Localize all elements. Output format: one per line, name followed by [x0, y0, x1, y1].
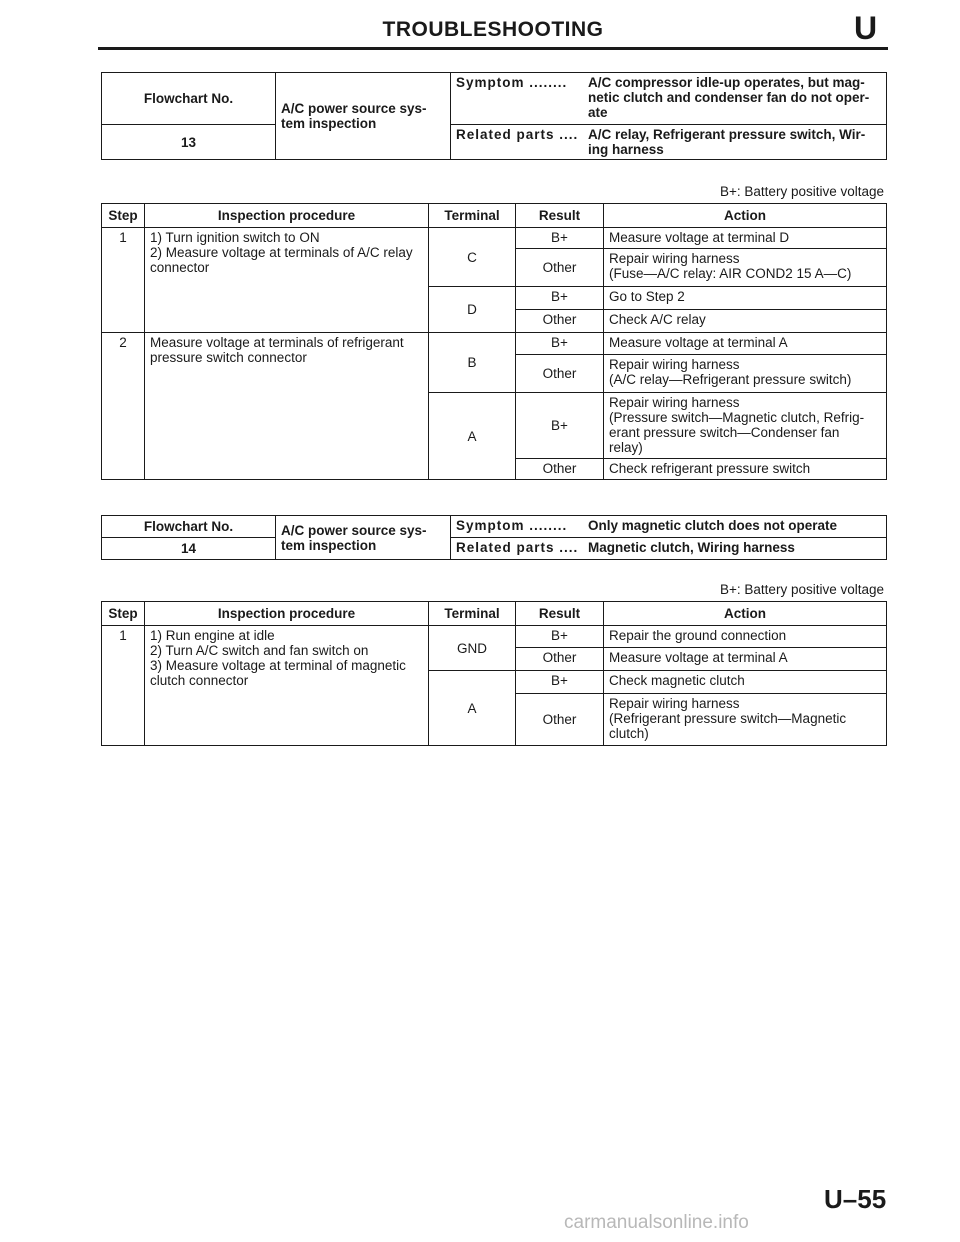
terminal-cell: D [429, 287, 516, 333]
inspection-table-13 [101, 203, 887, 480]
result-cell: Other [516, 310, 604, 333]
action-cell: Measure voltage at terminal A [604, 333, 887, 355]
flowchart-13-header [101, 72, 887, 160]
flowchart-14-header [101, 515, 887, 560]
col-result: Result [516, 602, 604, 626]
result-cell: B+ [516, 287, 604, 310]
action-cell: Measure voltage at terminal A [604, 648, 887, 671]
result-cell: Other [516, 355, 604, 393]
step-procedure: Measure voltage at terminals of refrigerant pressure switch connector [145, 333, 429, 480]
flowchart-title: A/C power source sys- tem inspection [276, 73, 451, 160]
terminal-cell: A [429, 393, 516, 480]
result-cell: B+ [516, 671, 604, 694]
symptom-value: A/C compressor idle-up operates, but mag- netic clutch and condenser fan do not oper- ate [588, 75, 870, 120]
action-cell: Repair the ground connection [604, 626, 887, 648]
related-value: A/C relay, Refrigerant pressure switch, Wir- ing harness [588, 127, 866, 157]
flowchart-no-label: Flowchart No. [102, 516, 276, 538]
step-procedure: 1) Run engine at idle 2) Turn A/C switch and fan switch on 3) Measure voltage at terminal of magnetic clutch connector [145, 626, 429, 746]
terminal-cell: GND [429, 626, 516, 671]
flowchart-number: 13 [102, 125, 276, 160]
related-value: Magnetic clutch, Wiring harness [588, 540, 795, 555]
action-cell: Repair wiring harness (Refrigerant pressure switch—Magnetic clutch) [604, 694, 887, 746]
col-result: Result [516, 204, 604, 228]
symptom-row [451, 516, 887, 538]
result-cell: B+ [516, 393, 604, 459]
step-procedure: 1) Turn ignition switch to ON 2) Measure voltage at terminals of A/C relay connector [145, 228, 429, 333]
header-rule [98, 47, 888, 50]
related-key: Related parts .... [456, 540, 579, 555]
action-cell: Go to Step 2 [604, 287, 887, 310]
symptom-key: Symptom ........ [456, 518, 568, 533]
section-letter: U [854, 10, 878, 46]
symptom-value: Only magnetic clutch does not operate [588, 518, 838, 533]
page-number: U–55 [824, 1184, 887, 1214]
col-action: Action [604, 602, 887, 626]
result-cell: Other [516, 648, 604, 671]
result-cell: Other [516, 694, 604, 746]
col-procedure: Inspection procedure [145, 602, 429, 626]
watermark: carmanualsonline.info [564, 1212, 749, 1233]
battery-note: B+: Battery positive voltage [720, 184, 884, 199]
inspection-table-14 [101, 601, 887, 746]
col-terminal: Terminal [429, 204, 516, 228]
action-cell: Check refrigerant pressure switch [604, 459, 887, 480]
terminal-cell: B [429, 333, 516, 393]
col-step: Step [102, 602, 145, 626]
related-row [451, 125, 887, 160]
flowchart-title: A/C power source sys- tem inspection [276, 516, 451, 560]
symptom-row [451, 73, 887, 125]
result-cell: Other [516, 459, 604, 480]
action-cell: Check A/C relay [604, 310, 887, 333]
col-procedure: Inspection procedure [145, 204, 429, 228]
col-terminal: Terminal [429, 602, 516, 626]
terminal-cell: A [429, 671, 516, 746]
col-action: Action [604, 204, 887, 228]
related-key: Related parts .... [456, 127, 579, 142]
battery-note: B+: Battery positive voltage [720, 582, 884, 597]
result-cell: B+ [516, 333, 604, 355]
result-cell: B+ [516, 228, 604, 249]
action-cell: Repair wiring harness (A/C relay—Refrigerant pressure switch) [604, 355, 887, 393]
result-cell: Other [516, 249, 604, 287]
action-cell: Repair wiring harness (Fuse—A/C relay: AIR COND2 15 A—C) [604, 249, 887, 287]
terminal-cell: C [429, 228, 516, 287]
page-title: TROUBLESHOOTING [382, 18, 604, 41]
step-number: 1 [102, 626, 145, 746]
step-number: 1 [102, 228, 145, 333]
flowchart-number: 14 [102, 538, 276, 560]
action-cell: Check magnetic clutch [604, 671, 887, 694]
action-cell: Measure voltage at terminal D [604, 228, 887, 249]
symptom-key: Symptom ........ [456, 75, 568, 90]
result-cell: B+ [516, 626, 604, 648]
flowchart-no-label: Flowchart No. [102, 73, 276, 125]
col-step: Step [102, 204, 145, 228]
related-row [451, 538, 887, 560]
action-cell: Repair wiring harness (Pressure switch—Magnetic clutch, Refrig- erant pressure switch—Condenser fan relay) [604, 393, 887, 459]
step-number: 2 [102, 333, 145, 480]
